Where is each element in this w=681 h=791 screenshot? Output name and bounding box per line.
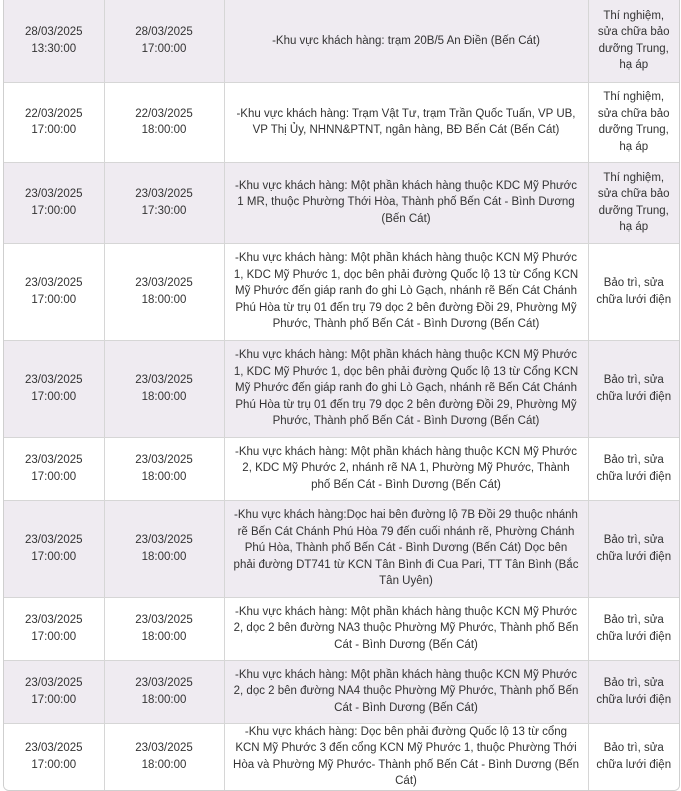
- end-time-cell: [104, 243, 224, 340]
- start-date: 23/03/2025: [24, 277, 83, 289]
- reason-cell: Thí nghiệm, sửa chữa bảo dưỡng Trung, hạ áp: [588, 82, 679, 162]
- start-clock: 17:00:00: [31, 693, 77, 706]
- end-time-cell: [104, 723, 224, 790]
- start-clock: 17:00:00: [31, 758, 77, 771]
- start-time-cell: [4, 340, 104, 437]
- reason-cell: Bảo trì, sửa chữa lưới điện: [588, 340, 679, 437]
- area-cell: -Khu vực khách hàng: trạm 20B/5 An Điền (Bến Cát): [224, 0, 588, 82]
- end-date: 23/03/2025: [135, 188, 193, 200]
- start-date: 23/03/2025: [24, 534, 83, 546]
- start-time-cell: [4, 0, 104, 82]
- start-date: 23/03/2025: [24, 677, 83, 689]
- table-row: [4, 500, 679, 597]
- outage-schedule-table: [4, 0, 679, 790]
- area-cell: -Khu vực khách hàng: Một phần khách hàng thuộc KCN Mỹ Phước 1, KDC Mỹ Phước 1, dọc bên phải đường Quốc lộ 13 từ Cổng KCN Mỹ Phước đến giáp ranh đo ghi Lò Gạch, nhánh rẽ Bến Cát Chánh Phú Hòa từ trụ 01 đến trụ 79 dọc 2 bên đường Đồi 29, Phường Mỹ Phước, Thành phố Bến Cát - Bình Dương (Bến Cát): [224, 340, 588, 437]
- start-clock: 17:00:00: [31, 293, 77, 306]
- reason-cell: Bảo trì, sửa chữa lưới điện: [588, 723, 679, 790]
- table-row: [4, 597, 679, 660]
- area-cell: -Khu vực khách hàng: Một phần khách hàng thuộc KCN Mỹ Phước 2, KDC Mỹ Phước 2, nhánh rẽ NA 1, Phường Mỹ Phước, Thành phố Bến Cát - Bình Dương (Bến Cát): [224, 437, 588, 500]
- start-time-cell: [4, 82, 104, 162]
- start-date: 23/03/2025: [24, 742, 83, 754]
- area-cell: -Khu vực khách hàng:Dọc hai bên đường lộ 7B Đồi 29 thuộc nhánh rẽ Bến Cát Chánh Phú Hòa 79 đến cuối nhánh rẽ, Phường Chánh Phú Hòa, Thành phố Bến Cát - Bình Dương (Bến Cát) Dọc bên phải đường DT741 từ KCN Tân Bình đi Cua Pari, TT Tân Bình (Bắc Tân Uyên): [224, 500, 588, 597]
- end-date: 23/03/2025: [135, 277, 193, 289]
- reason-cell: Bảo trì, sửa chữa lưới điện: [588, 500, 679, 597]
- end-date: 23/03/2025: [135, 534, 193, 546]
- table-row: [4, 340, 679, 437]
- reason-cell: Bảo trì, sửa chữa lưới điện: [588, 597, 679, 660]
- start-date: 28/03/2025: [24, 26, 83, 39]
- start-date: 23/03/2025: [24, 374, 83, 386]
- reason-cell: Bảo trì, sửa chữa lưới điện: [588, 243, 679, 340]
- end-time-cell: [104, 437, 224, 500]
- end-clock: 18:00:00: [141, 693, 187, 706]
- start-date: 23/03/2025: [24, 614, 83, 626]
- table-row: [4, 660, 679, 723]
- end-date: 23/03/2025: [135, 374, 193, 386]
- table-row: [4, 723, 679, 790]
- end-clock: 18:00:00: [141, 390, 187, 403]
- end-time-cell: [104, 660, 224, 723]
- area-cell: -Khu vực khách hàng: Một phần khách hàng thuộc KCN Mỹ Phước 1, KDC Mỹ Phước 1, dọc bên phải đường Quốc lộ 13 từ Cổng KCN Mỹ Phước đến giáp ranh đo ghi Lò Gạch, nhánh rẽ Bến Cát Chánh Phú Hòa từ trụ 01 đến trụ 79 dọc 2 bên đường Đồi 29, Phường Mỹ Phước, Thành phố Bến Cát - Bình Dương (Bến Cát): [224, 243, 588, 340]
- end-date: 23/03/2025: [135, 614, 193, 626]
- end-time-cell: [104, 82, 224, 162]
- start-time-cell: [4, 162, 104, 243]
- reason-cell: Thí nghiệm, sửa chữa bảo dưỡng Trung, hạ áp: [588, 162, 679, 243]
- end-time-cell: [104, 162, 224, 243]
- end-date: 22/03/2025: [135, 107, 193, 120]
- area-cell: -Khu vực khách hàng: Dọc bên phải đường Quốc lộ 13 từ cổng KCN Mỹ Phước 3 đến cổng KCN Mỹ Phước 1, thuộc Phường Thới Hòa và Phường Mỹ Phước- Thành phố Bến Cát - Bình Dương (Bến Cát): [224, 723, 588, 790]
- end-date: 23/03/2025: [135, 454, 193, 466]
- end-clock: 18:00:00: [141, 293, 187, 306]
- reason-cell: Bảo trì, sửa chữa lưới điện: [588, 437, 679, 500]
- start-date: 23/03/2025: [24, 188, 83, 200]
- reason-cell: Thí nghiệm, sửa chữa bảo dưỡng Trung, hạ áp: [588, 0, 679, 82]
- table-row: [4, 437, 679, 500]
- end-time-cell: [104, 597, 224, 660]
- table-row: [4, 243, 679, 340]
- reason-cell: Bảo trì, sửa chữa lưới điện: [588, 660, 679, 723]
- end-clock: 18:00:00: [141, 550, 187, 563]
- start-clock: 17:00:00: [31, 390, 77, 403]
- end-clock: 18:00:00: [141, 630, 187, 643]
- end-time-cell: [104, 0, 224, 82]
- start-date: 22/03/2025: [24, 107, 83, 120]
- outage-schedule-table-container: [3, 0, 680, 791]
- area-cell: -Khu vực khách hàng: Trạm Vật Tư, trạm Trần Quốc Tuấn, VP UB, VP Thị Ủy, NHNN&PTNT, ngân hàng, BĐ Bến Cát (Bến Cát): [224, 82, 588, 162]
- area-cell: -Khu vực khách hàng: Một phần khách hàng thuộc KCN Mỹ Phước 2, dọc 2 bên đường NA4 thuộc Phường Mỹ Phước, Thành phố Bến Cát - Bình Dương (Bến Cát): [224, 660, 588, 723]
- end-date: 23/03/2025: [135, 742, 193, 754]
- start-time-cell: [4, 660, 104, 723]
- start-clock: 17:00:00: [31, 550, 77, 563]
- start-time-cell: [4, 243, 104, 340]
- start-time-cell: [4, 500, 104, 597]
- start-clock: 13:30:00: [31, 42, 77, 55]
- start-time-cell: [4, 437, 104, 500]
- start-time-cell: [4, 723, 104, 790]
- table-row: [4, 0, 679, 82]
- end-clock: 17:00:00: [141, 42, 187, 55]
- end-clock: 18:00:00: [141, 124, 187, 136]
- area-cell: -Khu vực khách hàng: Một phần khách hàng thuộc KCN Mỹ Phước 2, dọc 2 bên đường NA3 thuộc Phường Mỹ Phước, Thành phố Bến Cát - Bình Dương (Bến Cát): [224, 597, 588, 660]
- end-date: 23/03/2025: [135, 677, 193, 689]
- start-clock: 17:00:00: [31, 470, 77, 483]
- end-date: 28/03/2025: [135, 26, 193, 39]
- end-time-cell: [104, 340, 224, 437]
- end-clock: 18:00:00: [141, 470, 187, 483]
- end-clock: 18:00:00: [141, 758, 187, 771]
- end-time-cell: [104, 500, 224, 597]
- start-clock: 17:00:00: [31, 124, 77, 136]
- start-time-cell: [4, 597, 104, 660]
- area-cell: -Khu vực khách hàng: Một phần khách hàng thuộc KDC Mỹ Phước 1 MR, thuộc Phường Thới Hòa, Thành phố Bến Cát - Bình Dương (Bến Cát): [224, 162, 588, 243]
- start-date: 23/03/2025: [24, 454, 83, 466]
- start-clock: 17:00:00: [31, 204, 77, 217]
- table-row: [4, 162, 679, 243]
- start-clock: 17:00:00: [31, 630, 77, 643]
- table-row: [4, 82, 679, 162]
- end-clock: 17:30:00: [141, 204, 187, 217]
